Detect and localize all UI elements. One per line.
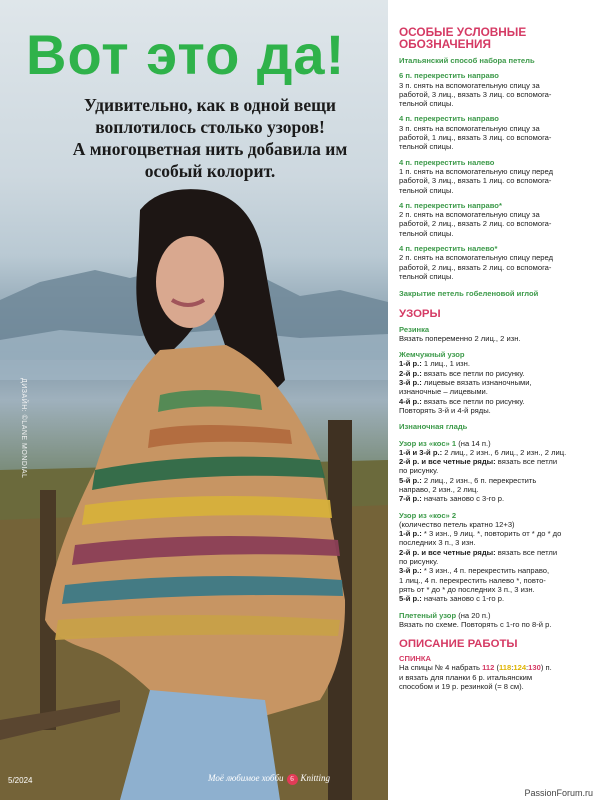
braid-title-text: Плетеный узор	[399, 610, 457, 620]
legend-line: тельной спицы.	[399, 228, 454, 238]
magazine-brand	[208, 773, 330, 785]
row-text: вязать все петли	[495, 547, 558, 557]
row-label: 3-й р.:	[399, 566, 422, 576]
row-text: вязать все петли	[495, 457, 558, 467]
legend-line: работой, 1 лиц., вязать 3 лиц. со вспомога-	[399, 133, 552, 143]
legend-heading-line: ОСОБЫЕ УСЛОВНЫЕ	[399, 25, 527, 39]
legend-item-title: 4 п. перекрестить направо*	[399, 200, 502, 210]
cable1-title	[399, 439, 591, 448]
row-text: по рисунку.	[399, 466, 439, 476]
row-text: Повторять 3-й и 4-й ряды.	[399, 405, 491, 415]
cable1-row	[399, 494, 591, 503]
legend-item-title: 4 п. перекрестить налево	[399, 157, 495, 167]
back-text: На спицы № 4 набрать	[399, 663, 483, 673]
legend-heading	[399, 26, 591, 50]
legend-item-title: 4 п. перекрестить направо	[399, 114, 499, 124]
legend-item	[399, 71, 591, 108]
row-label: 7-й р.:	[399, 494, 422, 504]
row-text: изнаночные – лицевыми.	[399, 387, 488, 397]
legend-line: 3 п. снять на вспомогательную спицу за	[399, 80, 540, 90]
back-text: ) п.	[540, 663, 552, 673]
braid-title	[399, 611, 591, 620]
lead-line: А многоцветная нить добавила им	[72, 139, 348, 159]
pearl-row	[399, 369, 591, 378]
legend-line: тельной спицы.	[399, 142, 454, 152]
legend-line: 2 п. снять на вспомогательную спицу за	[399, 210, 540, 220]
legend-item-title: 4 п. перекрестить налево*	[399, 244, 498, 254]
back-line-3: способом и 19 р. резинкой (= 8 см).	[399, 682, 524, 692]
cable2-row	[399, 538, 591, 547]
braid-text: Вязать по схеме. Повторять с 1-го по 8-й р.	[399, 619, 552, 629]
row-text: 2 лиц., 2 изн., 6 п. перекрестить	[421, 475, 537, 485]
legend-line: работой, 2 лиц., вязать 2 лиц. со вспомога-	[399, 262, 552, 272]
lead-text	[40, 94, 380, 182]
page-number-badge: 6	[287, 774, 298, 785]
pearl-row	[399, 387, 591, 396]
italian-cast-on: Итальянский способ набора петель	[399, 56, 535, 65]
pearl-title: Жемчужный узор	[399, 350, 465, 360]
legend-line: тельной спицы.	[399, 99, 454, 109]
row-text: начать заново с 1-го р.	[421, 594, 505, 604]
row-text: вязать все петли по рисунку.	[421, 368, 525, 378]
row-label: 5-й р.:	[399, 475, 422, 485]
size-value: 124	[513, 663, 527, 673]
lead-line: особый колорит.	[144, 161, 276, 181]
row-label: 2-й р.:	[399, 368, 422, 378]
cable1-title-text: Узор из «кос» 1	[399, 438, 457, 448]
cable2-row	[399, 566, 591, 575]
cable2-row	[399, 548, 591, 557]
cable1-row	[399, 476, 591, 485]
legend-line: 1 п. снять на вспомогательную спицу перед	[399, 166, 554, 176]
lead-line: воплотилось столько узоров!	[95, 117, 325, 137]
cable2-row	[399, 557, 591, 566]
cable2-row	[399, 594, 591, 603]
legend-item	[399, 114, 591, 151]
cable2-row	[399, 576, 591, 585]
row-label: 5-й р.:	[399, 594, 422, 604]
legend-line: работой, 3 лиц., вязать 1 лиц. со вспомога-	[399, 176, 552, 186]
legend-item	[399, 201, 591, 238]
row-text: лицевые вязать изнаночными,	[421, 378, 532, 388]
row-label: 3-й р.:	[399, 378, 422, 388]
cable1-row	[399, 485, 591, 494]
page-title: Вот это да!	[26, 23, 346, 86]
pearl-row	[399, 406, 591, 415]
row-text: начать заново с 3-го р.	[421, 494, 505, 504]
legend-line: работой, 3 лиц., вязать 3 лиц. со вспомога-	[399, 89, 552, 99]
cable1-row	[399, 457, 591, 466]
watermark: PassionForum.ru	[524, 788, 593, 798]
bind-off-note: Закрытие петель гобеленовой иглой	[399, 289, 539, 299]
row-text: по рисунку.	[399, 557, 439, 567]
legend-item	[399, 244, 591, 281]
row-label: 1-й р.:	[399, 529, 422, 539]
cable1-row	[399, 466, 591, 475]
legend-item-title: 6 п. перекрестить направо	[399, 71, 499, 81]
brand-text: Моё любимое хобби	[208, 773, 284, 783]
purl-title: Изнаночная гладь	[399, 422, 468, 432]
cable1-row	[399, 448, 591, 457]
row-text: последних 3 п., 3 изн.	[399, 538, 476, 548]
row-text: 1 лиц., 4 п. перекрестить налево *, повто-	[399, 575, 546, 585]
legend-line: работой, 2 лиц., вязать 2 лиц. со вспомога-	[399, 219, 552, 229]
row-label: 2-й р. и все четные ряды:	[399, 457, 496, 467]
size-value: 118	[498, 663, 512, 673]
work-heading: ОПИСАНИЕ РАБОТЫ	[399, 638, 518, 651]
cable2-row	[399, 529, 591, 538]
row-text: направо, 2 изн., 2 лиц.	[399, 484, 479, 494]
row-text: 2 лиц., 2 изн., 6 лиц., 2 изн., 2 лиц.	[442, 447, 567, 457]
row-text: рять от * до * до последних 3 п., 3 изн.	[399, 584, 535, 594]
legend-line: тельной спицы.	[399, 271, 454, 281]
lead-line: Удивительно, как в одной вещи	[84, 95, 336, 115]
legend-line: 3 п. снять на вспомогательную спицу за	[399, 123, 540, 133]
row-text: * 3 изн., 4 п. перекрестить направо,	[421, 566, 550, 576]
rib-text: Вязать попеременно 2 лиц., 2 изн.	[399, 333, 521, 343]
issue-number: 5/2024	[8, 776, 33, 785]
braid-count: (на 20 п.)	[456, 610, 491, 620]
back-title: СПИНКА	[399, 654, 432, 664]
design-credit: ДИЗАЙН: ©LANE MONDIAL	[20, 378, 27, 479]
pearl-row	[399, 397, 591, 406]
legend-item	[399, 158, 591, 195]
pearl-row	[399, 378, 591, 387]
back-line-2: и вязать для планки 6 р. итальянским	[399, 672, 533, 682]
patterns-heading: УЗОРЫ	[399, 307, 441, 320]
cable2-row	[399, 585, 591, 594]
legend-heading-line: ОБОЗНАЧЕНИЯ	[399, 37, 491, 51]
size-value: 112	[482, 663, 495, 673]
pearl-row	[399, 359, 591, 368]
size-value: 130	[528, 663, 541, 673]
row-label: 1-й и 3-й р.:	[399, 447, 443, 457]
legend-line: тельной спицы.	[399, 185, 454, 195]
back-line-1: На спицы № 4 набрать 112 (118:124:130) п.	[399, 663, 552, 673]
row-text: 1 лиц., 1 изн.	[421, 359, 470, 369]
row-label: 2-й р. и все четные ряды:	[399, 547, 496, 557]
row-text: * 3 изн., 9 лиц. *, повторить от * до * до	[421, 529, 562, 539]
instructions-column	[399, 26, 591, 691]
cable1-count: (на 14 п.)	[456, 438, 491, 448]
row-label: 1-й р.:	[399, 359, 422, 369]
cable2-count: (количество петель кратно 12+3)	[399, 519, 515, 529]
brand-knitting: Knitting	[300, 773, 331, 783]
rib-title: Резинка	[399, 324, 430, 334]
row-text: вязать все петли по рисунку.	[421, 396, 525, 406]
cable2-title: Узор из «кос» 2	[399, 510, 457, 520]
legend-line: 2 п. снять на вспомогательную спицу перед	[399, 253, 554, 263]
row-label: 4-й р.:	[399, 396, 422, 406]
